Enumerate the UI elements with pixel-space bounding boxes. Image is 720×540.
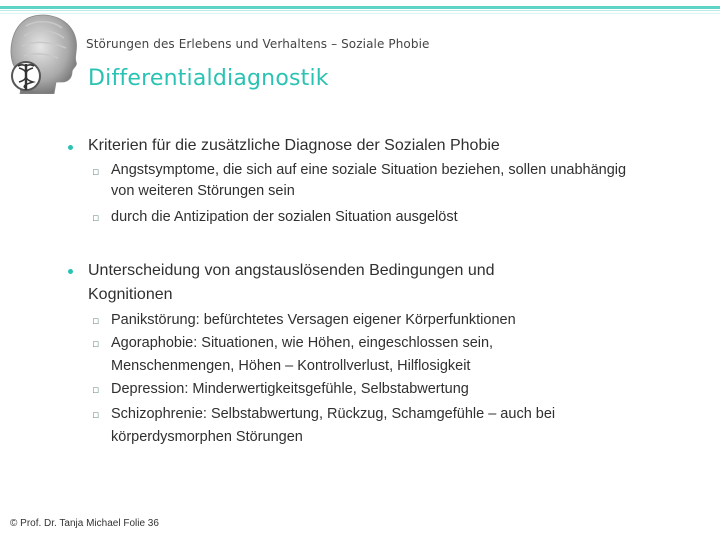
sub-bullet-marker: ▫ xyxy=(92,337,100,350)
sub-bullet-marker: ▫ xyxy=(92,165,100,178)
page-title: Differentialdiagnostik xyxy=(88,66,329,91)
sub-bullet-item: durch die Antizipation der sozialen Situation ausgelöst xyxy=(111,209,458,225)
header-accent-line-faint xyxy=(0,13,720,14)
sub-bullet-item: Angstsymptome, die sich auf eine soziale Situation beziehen, sollen unabhängig von weiteren Störungen sein xyxy=(111,162,627,199)
slide-footer: © Prof. Dr. Tanja Michael Folie 36 xyxy=(10,518,159,529)
sub-bullet-marker: ▫ xyxy=(92,383,100,396)
sub-bullet-item: Panikstörung: befürchtetes Versagen eigener Körperfunktionen xyxy=(111,312,516,328)
head-with-caduceus-icon xyxy=(6,10,80,94)
bullet-item: Kriterien für die zusätzliche Diagnose der Sozialen Phobie xyxy=(88,137,500,154)
sub-bullet-item: Schizophrenie: Selbstabwertung, Rückzug, Schamgefühle – auch bei körperdysmorphen Störungen xyxy=(111,406,556,445)
section-subtitle: Störungen des Erlebens und Verhaltens – Soziale Phobie xyxy=(86,37,430,51)
header-accent-line xyxy=(0,6,720,9)
sub-bullet-marker: ▫ xyxy=(92,314,100,327)
bullet-marker xyxy=(68,269,73,274)
sub-bullet-marker: ▫ xyxy=(92,211,100,224)
bullet-marker xyxy=(68,145,73,150)
sub-bullet-item: Depression: Minderwertigkeitsgefühle, Selbstabwertung xyxy=(111,381,469,397)
sub-bullet-marker: ▫ xyxy=(92,408,100,421)
sub-bullet-item: Agoraphobie: Situationen, wie Höhen, eingeschlossen sein, Menschenmengen, Höhen – Kontrollverlust, Hilflosigkeit xyxy=(111,335,494,374)
bullet-item: Unterscheidung von angstauslösenden Bedingungen und Kognitionen xyxy=(88,262,495,303)
header-accent-line-thin xyxy=(0,10,720,11)
